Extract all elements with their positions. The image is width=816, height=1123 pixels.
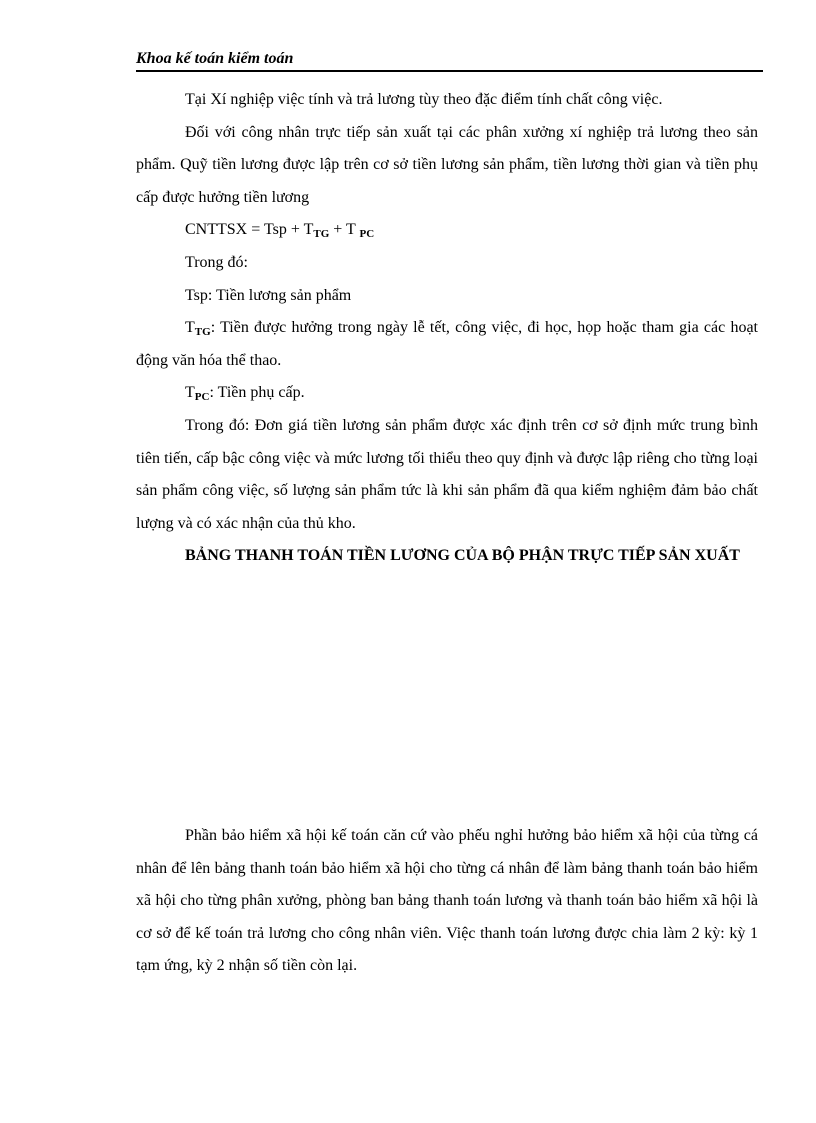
tpc-text: : Tiền phụ cấp.: [209, 384, 305, 402]
unit-price-paragraph: Trong đó: Đơn giá tiền lương sản phẩm được xác định trên cơ sở định mức trung bình tiên tiến, cấp bậc công việc và mức lương tối thiểu theo quy định và được lập riêng cho từng loại sản phẩm công việc, số lượng sản phẩm tức là khi sản phẩm đã qua kiểm nghiệm đảm bảo chất lượng và có xác nhận của thủ kho.: [136, 416, 758, 532]
formula-mid: + T: [329, 221, 360, 239]
formula-sub-tg: TG: [313, 228, 330, 241]
where-label: Trong đó:: [185, 253, 248, 271]
tpc-definition: [136, 377, 758, 410]
tpc-sub: PC: [194, 391, 210, 404]
ttg-symbol: T: [185, 319, 195, 337]
table-title: BẢNG THANH TOÁN TIỀN LƯƠNG CỦA BỘ PHẬN TRỰC TIẾP SẢN XUẤT: [185, 547, 740, 565]
formula-lhs: CNTTSX = Tsp + T: [185, 221, 314, 239]
ttg-definition: [136, 312, 758, 377]
page-header: [136, 48, 763, 72]
body-text-bottom: [136, 820, 758, 983]
salary-formula: [136, 214, 758, 247]
social-insurance-paragraph: Phần bảo hiểm xã hội kế toán căn cứ vào phếu nghỉ hưởng bảo hiểm xã hội của từng cá nhân để lên bảng thanh toán bảo hiểm xã hội cho từng cá nhân để làm bảng thanh toán bảo hiểm xã hội cho từng phân xưởng, phòng ban bảng thanh toán lương và thanh toán bảo hiểm xã hội là cơ sở để kế toán trả lương cho công nhân viên. Việc thanh toán lương được chia làm 2 kỳ: kỳ 1 tạm ứng, kỳ 2 nhận số tiền còn lại.: [136, 827, 758, 975]
ttg-text: : Tiền được hưởng trong ngày lễ tết, công việc, đi học, họp hoặc tham gia các hoạt động văn hóa thể thao.: [136, 319, 758, 369]
intro-paragraph: Tại Xí nghiệp việc tính và trả lương tùy theo đặc điểm tính chất công việc.: [185, 91, 663, 108]
tpc-symbol: T: [185, 384, 195, 402]
body-text-top: [136, 84, 758, 573]
formula-sub-pc: PC: [359, 228, 375, 241]
workers-paragraph: Đối với công nhân trực tiếp sản xuất tại các phân xưởng xí nghiệp trả lương theo sản phẩm. Quỹ tiền lương được lập trên cơ sở tiền lương sản phẩm, tiền lương thời gian và tiền phụ cấp được hưởng tiền lương: [136, 123, 758, 206]
tsp-definition: Tsp: Tiền lương sản phẩm: [185, 286, 352, 304]
header-title: Khoa kế toán kiểm toán: [136, 50, 294, 67]
ttg-sub: TG: [194, 326, 211, 339]
